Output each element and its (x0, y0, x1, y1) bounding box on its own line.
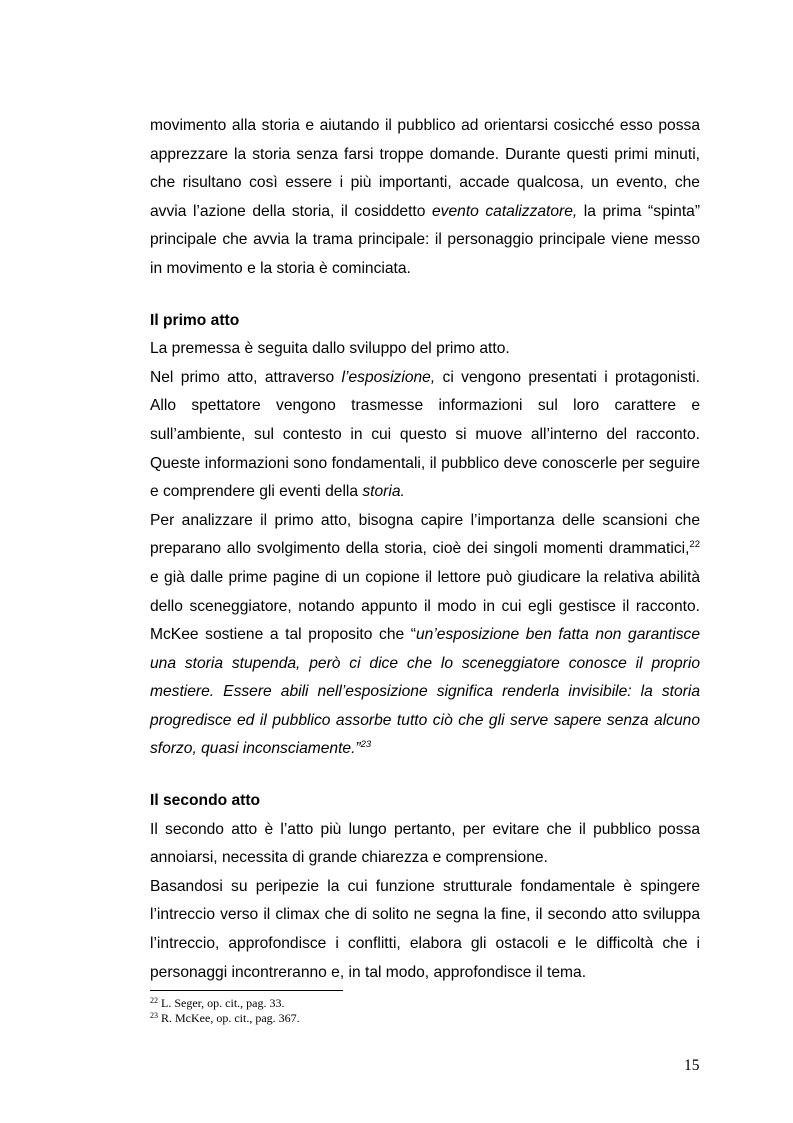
text-run: movimento alla storia e aiutando il pubblico ad orientarsi cosicché esso possa apprezzare la storia senza farsi troppe domande. Durante questi primi minuti, che risultano così essere i più importanti, accade qualcosa, un evento, che avvia l’azione della storia, il cosiddetto (150, 117, 700, 220)
paragraph: La premessa è seguita dallo sviluppo del primo atto. (150, 340, 510, 358)
section-heading-secondo-atto: Il secondo atto (150, 792, 261, 810)
italic-quote: un’esposizione ben fatta non garantisce una storia stupenda, però ci dice che lo sceneggiatore conosce il proprio mestiere. Essere abili nell’esposizione significa renderla invisibile: la storia progredisce ed il pubblico assorbe tutto ciò che gli serve sapere senza alcuno sforzo, quasi inconsciamente.” (150, 626, 700, 758)
text-run: ci vengono presentati i protagonisti. Allo spettatore vengono trasmesse informazioni sul loro carattere e sull’ambiente, sul contesto in cui questo si muove all’interno del racconto. Queste informazioni sono fondamentali, il pubblico deve conoscerle per seguire e comprendere gli eventi della (150, 368, 700, 501)
paragraph (150, 507, 700, 764)
italic-term: storia. (362, 483, 405, 501)
text-run: e già dalle prime pagine di un copione il lettore può giudicare la relativa abilità dello sceneggiatore, notando appunto il modo in cui egli gestisce il racconto. McKee sostiene a tal proposito che “ (150, 568, 700, 644)
text-run: la prima “spinta” principale che avvia la trama principale: il personaggio principale viene messo in movimento e la storia è cominciata. (150, 202, 701, 277)
italic-term: evento catalizzatore, (432, 202, 578, 220)
footnote-ref: 23 (360, 739, 372, 751)
section-heading-primo-atto: Il primo atto (150, 311, 240, 329)
paragraph (150, 364, 700, 507)
footnotes (150, 996, 700, 1026)
italic-term: l’esposizione, (341, 368, 436, 386)
page-body (150, 112, 700, 987)
page-number: 15 (684, 1057, 700, 1074)
paragraph: Il secondo atto è l’atto più lungo pertanto, per evitare che il pubblico possa annoiarsi, necessita di grande chiarezza e comprensione. (150, 820, 700, 867)
paragraph: Basandosi su peripezie la cui funzione strutturale fondamentale è spingere l’intreccio verso il climax che di solito ne segna la fine, il secondo atto sviluppa l’intreccio, approfondisce i conflitti, elabora gli ostacoli e le difficoltà che i personaggi incontreranno e, in tal modo, approfondisce il tema. (150, 877, 700, 981)
intro-paragraph (150, 112, 700, 284)
footnote-divider (150, 990, 343, 991)
footnote (150, 996, 700, 1011)
footnote-number: 22 (150, 996, 158, 1005)
footnote-text: R. McKee, op. cit., pag. 367. (158, 1011, 300, 1025)
footnote-number: 23 (150, 1011, 158, 1020)
footnote (150, 1011, 700, 1026)
footnote-text: L. Seger, op. cit., pag. 33. (158, 996, 285, 1010)
text-run: Nel primo atto, attraverso (150, 368, 342, 386)
text-run: Per analizzare il primo atto, bisogna capire l’importanza delle scansioni che preparano allo svolgimento della storia, cioè dei singoli momenti drammatici, (150, 511, 700, 558)
footnote-ref: 22 (689, 539, 700, 551)
